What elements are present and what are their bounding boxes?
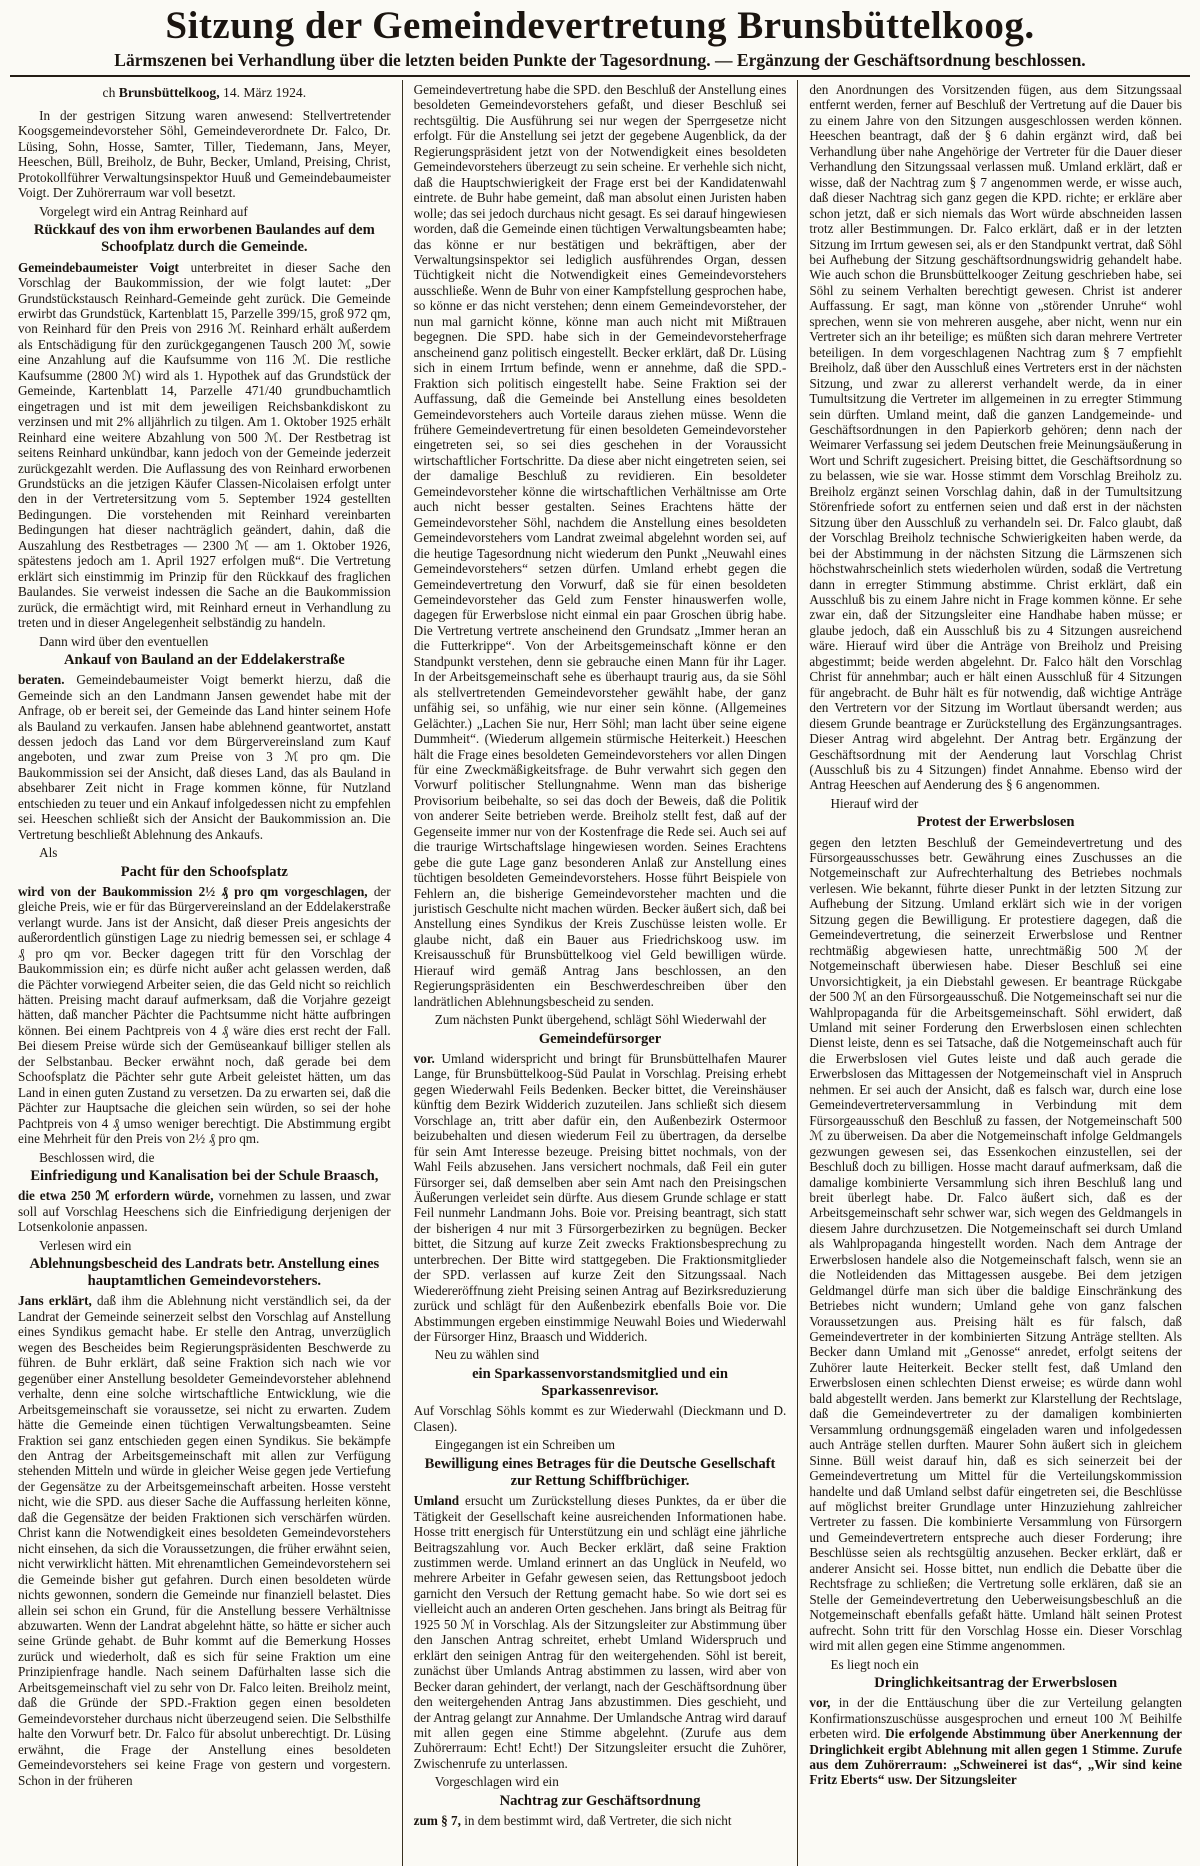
bold-text: Gemeindebaumeister Voigt xyxy=(18,259,179,275)
lead-in: Verlesen wird ein xyxy=(39,1237,132,1253)
text: in der die Enttäuschung über die zur Verteilung gelangten Konfirmationszuschüsse ausgesprochen und erneut 100 ℳ Beihilfe erbeten wird. xyxy=(809,1695,1183,1742)
bold-text: vor, xyxy=(809,1695,831,1711)
paragraph: Auf Vorschlag Söhls kommt es zur Wiederwahl (Dieckmann und D. Clasen). xyxy=(413,1403,787,1434)
bold-text: Jans erklärt, xyxy=(18,1293,92,1309)
lead-in: Zum nächsten Punkt übergehend, schlägt Söhl Wiederwahl der xyxy=(434,1012,767,1028)
lead-in: Hierauf wird der xyxy=(830,795,919,811)
section-heading: Ankauf von Bauland an der Eddelakerstraße xyxy=(63,651,345,668)
section-heading: Nachtrag zur Geschäftsordnung xyxy=(499,1792,701,1809)
subtitle: Lärmszenen bei Verhandlung über die letzten beiden Punkte der Tagesordnung. — Ergänzung der Geschäftsordnung beschlossen. xyxy=(114,49,1086,70)
paragraph xyxy=(18,884,391,1147)
paragraph: In der gestrigen Sitzung waren anwesend: Stellvertretender Koogsgemeindevorsteher Söhl, Gemeindeverordnete Dr. Falco, Dr. Lüsing, Sohn, Hosse, Samter, Tiller, Tiedemann, Jans, Meyer, Heeschen, Büll, Breiholz, de Buhr, Becker, Umland, Preising, Christ, Protokollführer Verwaltungsinspektor Huuß und Gemeindebaumeister Voigt. Der Zuhörerraum war voll besetzt. xyxy=(18,108,391,201)
section-heading: ein Sparkassenvorstandsmitglied und ein Sparkassenrevisor. xyxy=(472,1365,728,1400)
section-heading: Ablehnungsbescheid des Landrats betr. Anstellung eines hauptamtlichen Gemeindevorstehers. xyxy=(29,1256,380,1290)
page-title: Sitzung der Gemeindevertretung Brunsbüttelkoog. xyxy=(165,4,1035,47)
paragraph xyxy=(18,1293,391,1788)
bold-text: beraten. xyxy=(18,672,65,688)
header-rule xyxy=(10,75,1190,77)
column-3 xyxy=(797,80,1184,1866)
bold-text: vor. xyxy=(413,1050,435,1066)
bold-text: zum § 7, xyxy=(413,1813,461,1828)
lead-in: Beschlossen wird, die xyxy=(39,1149,155,1165)
lead-in: Neu zu wählen sind xyxy=(434,1347,540,1363)
lead-in: Es liegt noch ein xyxy=(830,1656,919,1672)
columns-container xyxy=(16,80,1184,1866)
section-heading: Rückkauf des von ihm erworbenen Baulandes auf dem Schoofplatz durch die Gemeinde. xyxy=(33,222,375,256)
text: ersucht um Zurückstellung dieses Punktes, da er über die Tätigkeit der Gesellschaft keine ausreichenden Informationen habe. Hosse tritt energisch für Unterstützung ein und schlägt eine jährliche Beitragszahlung vor. Auch Becker erklärt, daß seine Fraktion zustimmen werde. Umland erinnert an das Unglück in Neufeld, wo mehrere Arbeiter in Gefahr gewesen seien, das Rettungsboot jedoch garnicht den Versuch der Rettung gemacht habe. So wie dort sei es vielleicht auch an anderen Orten geschehen. Jans bringt als Beitrag für 1925 50 ℳ in Vorschlag. Als der Sitzungsleiter zur Abstimmung über den Janschen Antrag schreitet, erhebt Umland Widerspruch und erklärt den seinigen Antrag für den weitergehenden. Söhl ist bereit, zunächst über Umlands Antrag abstimmen zu lassen, wird aber von Becker daran gehindert, der verlangt, nach der Geschäftsordnung über den weitergehenden Antrag Jans abzustimmen. Dies geschieht, und der Antrag gelangt zur Annahme. Der Umlandsche Antrag wird darauf mit allen gegen eine Stimme abgelehnt. (Zurufe aus dem Zuhörerraum: Echt! Echt!) Der Sitzungsleiter ersucht die Zuhörer, Zwischenrufe zu unterlassen. xyxy=(413,1493,787,1771)
text: Umland widerspricht und bringt für Brunsbüttelhafen Maurer Lange, für Brunsbüttelkoog-Süd Paulat in Vorschlag. Preising erhebt gegen Wiederwahl Feils Bedenken. Becker bittet, die Vereinshäuser künftig dem Bezirk Widderich zuzuteilen. Jans schließt sich diesem Vorschlage an, tritt aber dafür ein, den Außenbezirk Ostermoor beizubehalten und diesen wiederum Feil zu übertragen, da derselbe für sein Amt Interesse bezeuge. Preising bittet nochmals, von der Wahl Feils abzusehen. Jans versichert nochmals, daß Feil ein guter Fürsorger sei, daß demselben aber sein Amt nach den Preisingschen Äußerungen verleidet sein dürfte. Aus diesem Grunde schlage er statt Feil nunmehr Landmann Johs. Boie vor. Preising beantragt, sich statt der bisherigen 4 nur mit 3 Fürsorgerbezirken zu begnügen. Becker bittet, die Sitzung auf kurze Zeit zwecks Fraktionsbesprechung zu unterbrechen. Der Bitte wird stattgegeben. Die Fraktionsmitglieder der SPD. verlassen auf kurze Zeit den Sitzungssaal. Nach Wiedereröffnung zieht Preising seinen Antrag auf Bezirksreduzierung zurück und schlägt für den Außenbezirk ebenfalls Boie vor. Die Abstimmungen ergeben einstimmige Neuwahl Boies und Wiederwahl der Fürsorger Hinz, Braasch und Widderich. xyxy=(413,1050,787,1345)
section-heading: Pacht für den Schoofsplatz xyxy=(120,863,288,880)
paragraph xyxy=(414,1051,787,1345)
text: unterbreitet in dieser Sache den Vorschlag der Baukommission, der wie folgt lautet: „Der Grundstückstausch Reinhard-Gemeinde geht zurück. Die Gemeinde erwirbt das Grundstück, Kartenblatt 15, Parzelle 399/15, groß 972 qm, von Reinhard für den Preis von 2916 ℳ. Reinhard erhält außerdem als Entschädigung für den zurückgegangenen Tausch 200 ℳ, sowie eine Anzahlung auf die Kaufsumme von 116 ℳ. Die restliche Kaufsumme (2800 ℳ) wird als 1. Hypothek auf das Grundstück der Gemeinde, Kartenblatt 14, Parzelle 471/40 grundbuchamtlich eingetragen und ist mit dem jeweiligen Reichsbankdiskont zu verzinsen und mit 2% alljährlich zu tilgen. Am 1. Oktober 1925 erhält Reinhard eine weitere Abzahlung von 500 ℳ. Der Restbetrag ist seitens Reinhard unkündbar, kann jedoch von der Gemeinde jederzeit zurückgezahlt werden. Die Auflassung des von Reinhard erworbenen Grundstücks an die jetzigen Käufer Classen-Nicolaisen erfolgt unter den in der Vertretersitzung vom 5. September 1924 gestellten Bedingungen. Die vorstehenden mit Reinhard vereinbarten Bedingungen hat dieser nachträglich geändert, dahin, daß die Auszahlung des Restbetrages — 2300 ℳ — am 1. Oktober 1926, spätestens jedoch am 1. April 1927 erfolgen muß“. Die Vertretung erklärt sich einstimmig im Prinzip für den Rückkauf des fraglichen Baulandes. Sie verweist indessen die Sache an die Baukommission zurück, die ermächtigt wird, mit Reinhard erneut in Verhandlung zu treten und in dieser Angelegenheit selbständig zu handeln. xyxy=(18,259,391,631)
text: 14. März 1924. xyxy=(219,85,307,101)
lead-in: Vorgelegt wird ein Antrag Reinhard auf xyxy=(39,203,248,219)
text: Gemeindebaumeister Voigt bemerkt hierzu, daß die Gemeinde sich an den Landmann Jansen gewendet habe mit der Anfrage, ob er bereit sei, der Gemeinde das Land hinter seinem Hofe als Bauland zu verkaufen. Jansen habe ablehnend geantwortet, anstatt dessen jedoch das Land vor dem Bürgervereinsland zum Kauf angeboten, und zwar zum Preise von 3 ℳ pro qm. Die Baukommission sei der Ansicht, daß dieses Land, das als Bauland in absehbarer Zeit nicht in Frage kommen könne, für Nutzland entschieden zu teuer und ein Ankauf infolgedessen nicht zu empfehlen sei. Heeschen schließt sich der Ansicht der Baukommission an. Die Vertretung beschließt Ablehnung des Ankaufs. xyxy=(18,672,391,842)
section-heading: Dringlichkeitsantrag der Erwerbslosen xyxy=(874,1675,1118,1691)
paragraph xyxy=(414,1813,787,1828)
paragraph xyxy=(414,1493,787,1771)
section-heading: Gemeindefürsorger xyxy=(538,1030,662,1047)
bold-text: Brunsbüttelkoog, xyxy=(118,85,220,101)
bold-text: Die erfolgende Abstimmung über Anerkennung der Dringlichkeit ergibt Ablehnung mit allen gegen 1 Stimme. Zurufe aus dem Zuhörerraum: „Schweinerei ist das“, „Wir sind keine Fritz Eberts“ usw. Der Sitzungsleiter xyxy=(809,1726,1183,1788)
bold-text: wird von der Baukommission 2½ ₰ pro qm vorgeschlagen, xyxy=(18,883,368,899)
dateline xyxy=(18,85,391,101)
paragraph xyxy=(809,1695,1182,1788)
lead-in: Eingegangen ist ein Schreiben um xyxy=(434,1437,615,1453)
text: vornehmen zu lassen, und zwar soll auf Vorschlag Heeschens sich die Einfriedigung derjenigen der Lotsenkolonie anpassen. xyxy=(18,1188,391,1235)
paragraph: Gemeindevertretung habe die SPD. den Beschluß der Anstellung eines besoldeten Gemeindevorstehers gefaßt, und dieser Beschluß sei rechtsgültig. Die Ausführung sei nur wegen der Sperrgesetze nicht erfolgt. Für die Anstellung sei jetzt der gegebene Augenblick, da der Regierungspräsident jetzt von der Notwendigkeit eines besoldeten Gemeindevorstehers überzeugt zu sein scheine. Er verhehle sich nicht, daß die Hauptschwierigkeit der Frage erst bei der Kandidatenwahl eintrete. de Buhr habe gemeint, daß man absolut einen Juristen haben wolle; das sei jedoch durchaus nicht gesagt. Es sei darauf hingewiesen worden, daß die Gemeinde einen tüchtigen Verwaltungsbeamten habe; das könne er nur bestätigen und bekräftigen, aber der Verwaltungsinspektor sei lediglich ausführendes Organ, dessen Tüchtigkeit nicht die Notwendigkeit eines Gemeindevorstehers ausschließe. Wenn de Buhr von einer Kampfstellung gesprochen habe, so könne er das nicht verstehen; denn einem Gemeindevorsteher, der nun mal garnicht könne, könne man auch nicht mit Mißtrauen begegnen. Die SPD. habe sich in der Gemeindevorsteherfrage anscheinend ganz politisch eingestellt. Becker erklärt, daß Dr. Lüsing sich in einem Irrtum befinde, wenn er annehme, daß die SPD.-Fraktion sich politisch eingestellt habe. Seine Fraktion sei der Auffassung, daß die Gemeinde bei Anstellung eines besoldeten Gemeindevorstehers auch Vorteile daraus ziehen müsse. Wenn die frühere Gemeindevertretung für einen besoldeten Gemeindevorsteher eingetreten sei, so sei dies geschehen in der Voraussicht wirtschaftlicher Fortschritte. Da diese aber nicht eingetreten seien, sei der damalige Beschluß zu revidieren. Ein besoldeter Gemeindevorsteher könne die wirtschaftlichen Verhältnisse am Orte auch nicht besser gestalten. Seines Erachtens hätte der Gemeindevorsteher Söhl, nachdem die Anstellung eines besoldeten Gemeindevorstehers vom Landrat zweimal abgelehnt worden sei, auf die heutige Tagesordnung nicht wiederum den Punkt „Neuwahl eines Gemeindevorstehers“ setzen dürfen. Umland erhebt gegen die Gemeindevertretung den Vorwurf, daß sie für einen besoldeten Gemeindevorsteher das Geld zum Fenster hinauswerfen wolle, dagegen für Erwerbslose nicht einmal ein paar Groschen übrig habe. Die Vertretung vertrete anscheinend den Grundsatz „Immer heran an die Futterkrippe“. Von der Arbeitsgemeinschaft könne er den Standpunkt verstehen, denn sie gebrauche einen Mann für ihr Lager. In der Arbeitsgemeinschaft sehe es überhaupt traurig aus, da sie Söhl als stellvertretenden Gemeindevorsteher gewählt habe, der ganz unfähig sei, so unfähig, wie nur einer sein könne. (Allgemeines Gelächter.) „Lachen Sie nur, Herr Söhl; man lacht über seine eigene Dummheit“. (Wiederum allgemein stürmische Heiterkeit.) Heeschen hält die Frage eines besoldeten Gemeindevorstehers vor allen Dingen für eine Zweckmäßigkeitsfrage. de Buhr verwahrt sich gegen den Vorwurf politischer Stellungnahme. Wenn man das bisherige Provisorium beibehalte, so sei das doch der Beweis, daß die Politik von anderer Seite betrieben werde. Breiholz stellt fest, daß auf der Gegenseite immer nur von der Kostenfrage die Rede sei. Auch sei auf die traurige Wirtschaftslage hingewiesen worden. Seines Erachtens gebe die gute Lage ganz besonderen Anlaß zur Anstellung eines tüchtigen besoldeten Gemeindevorstehers. Hosse führt Beispiele von Fehlern an, die bisherige Gemeindevorsteher machten und die juristisch Geschulte nicht machen würden. Becker äußert sich, daß bei Anstellung eines Syndikus der Kreis Zuschüsse leisten wolle. Er glaube nicht, daß ein Bauer aus Friedrichskoog usw. im Kreisausschuß für Brunsbüttelkoog viel Geld bewilligen würde. Hierauf wird gemäß Antrag Jans beschlossen, an den Regierungspräsidenten ein Beschwerdeschreiben über den landrätlichen Ablehnungsbescheid zu senden. xyxy=(413,82,787,1009)
paragraph: gegen den letzten Beschluß der Gemeindevertretung und des Fürsorgeausschusses betr. Gewährung eines Zuschusses an die Notgemeinschaft zur Aufrechterhaltung des Betriebes nochmals verlesen. Wie bekannt, führte dieser Punkt in der letzten Sitzung zur Aufhebung der Sitzung. Umland erklärt sich wie in der vorigen Sitzung gegen die Bewilligung. Er protestiere dagegen, daß die Gemeindevertretung, die seinerzeit Erwerbslose und Rentner rechtmäßig abgewiesen hatte, unrechtmäßig 500 ℳ der Notgemeinschaft überwiesen habe. Dieser Beschluß sei eine Unvorsichtigkeit, ja ein Diebstahl gewesen. Er beantrage Rückgabe der 500 ℳ an den Fürsorgeausschuß. Die Notgemeinschaft sei nur die Wahlpropaganda für die Arbeitsgemeinschaft. Söhl erwidert, daß Umland mit seiner Forderung den Erwerbslosen einen schlechten Dienst leiste, denn es sei Tatsache, daß die Notgemeinschaft auch für die Erwerbslosen viel Gutes leiste und daß auch gerade die Erwerbslosen das Mittagessen der Notgemeinschaft viel in Anspruch nehmen. Er sei auch der Ansicht, daß es falsch war, durch eine lose Gemeindevertreterversammlung in Verbindung mit dem Fürsorgeausschuß den Beschluß zu fassen, der Notgemeinschaft 500 ℳ zu überweisen. Da aber die Notgemeinschaft infolge Geldmangels gezwungen gewesen sei, das Essenkochen einzustellen, sei der Beschluß doch zu billigen. Hosse macht darauf aufmerksam, daß die damalige kombinierte Versammlung sich ihren Beschluß lang und breit überlegt habe. Dr. Falco äußert sich, daß es der Arbeitsgemeinschaft sehr schwer war, sich wegen des Geldmangels in diesem Jahre durchzusetzen. Die Notgemeinschaft sei durch Umland als Wahlpropaganda hingestellt worden. Nach dem Antrage der Erwerbslosen handele also die Notgemeinschaft falsch, wenn sie an die Notleidenden das Mittagessen ausgebe. Bei dem jetzigen Geldmangel dürfe man sich über die baldige Einschränkung des Betriebes nicht wundern; Umland gehe von ganz falschen Voraussetzungen aus. Preising hält es für falsch, daß Gemeindevertreter in der kombinierten Sitzung Anträge stellten. Als Becker dann Umland mit „Genosse“ anredet, erfolgt seitens der Zuhörer laute Heiterkeit. Becker stellt fest, daß Umland den Erwerbslosen einen schlechten Dienst erweise; es würde dann wohl bald abgestellt werden. Jans bemerkt zur Klarstellung der Rechtslage, daß die Gemeindevertreter zu der damaligen kombinierten Versammlung ordnungsgemäß eingeladen waren und infolgedessen auch Anträge stellen durften. Maurer Sohn äußert sich in gleichem Sinne. Büll weist darauf hin, daß es sich seinerzeit bei der Gemeindevertretung um Mittel für die Verteilungskommission handelte und daß Umland selbst dafür eingetreten sei, die Beschlüsse auf möglichst breiter Grundlage unter Hinzuziehung zahlreicher Vertreter zu fassen. Die kombinierte Versammlung von Fürsorgern und Gemeindevertretern entspreche auch dieser Forderung; ihre Beschlüsse seien als rechtsgültig anzusehen. Becker erklärt, daß er anderer Ansicht sei. Hosse bittet, nun endlich die Debatte über die Rechtsfrage zu schließen; die Vertretung solle erklären, daß sie an Stelle der Gemeindevertretung den Ueberweisungsbeschluß an die Notgemeinschaft ebenfalls gefaßt hätte. Umland hält seinen Protest aufrecht. Sohn tritt für den Vorschlag Hosse ein. Dieser Vorschlag wird mit allen gegen eine Stimme angenommen. xyxy=(809,834,1183,1654)
text: der gleiche Preis, wie er für das Bürgervereinsland an der Eddelakerstraße verlangt wurde. Jans ist der Ansicht, daß dieser Preis angesichts der außerordentlich günstigen Lage zu niedrig bemessen sei, er schlage 4 ₰ pro qm vor. Becker dagegen tritt für den Vorschlag der Baukommission ein; es dürfe nicht außer acht gelassen werden, daß die Pächter vorwiegend Arbeiter seien, die das Geld nicht so reichlich hätten. Preising macht darauf aufmerksam, daß die Vorjahre gezeigt hätten, daß mancher Pächter die Pachtsumme nicht hätte aufbringen können. Bei einem Pachtpreis von 4 ₰ wäre dies erst recht der Fall. Bei diesem Preise würde sich der Gemüseankauf billiger stellen als der Selbstanbau. Becker erwähnt noch, daß gerade bei dem Schoofsplatz die Pächter sehr gute Arbeit geleistet hätten, um das Land in einen guten Zustand zu versetzen. Da zu erwarten sei, daß die Pächter zur Hauptsache die gleichen sein würden, so sei der hohe Pachtpreis von 4 ₰ umso weniger berechtigt. Die Abstimmung ergibt eine Mehrheit für den Preis von 2½ ₰ pro qm. xyxy=(18,883,391,1147)
bold-text: die etwa 250 ℳ erfordern würde, xyxy=(18,1188,214,1204)
lead-in: Dann wird über den eventuellen xyxy=(39,633,209,649)
paragraph xyxy=(18,1188,391,1234)
paragraph xyxy=(18,260,391,631)
column-1 xyxy=(16,80,402,1866)
bold-text: Umland xyxy=(413,1493,460,1509)
section-heading: Protest der Erwerbslosen xyxy=(916,814,1075,831)
text: in dem bestimmt wird, daß Vertreter, die sich nicht xyxy=(460,1813,732,1828)
section-heading: Bewilligung eines Betrages für die Deutsche Gesellschaft zur Rettung Schiffbrüchiger. xyxy=(424,1455,776,1489)
column-2 xyxy=(402,80,798,1866)
lead-in: Vorgeschlagen wird ein xyxy=(434,1774,559,1790)
paragraph: den Anordnungen des Vorsitzenden fügen, aus dem Sitzungssaal entfernt werden, ferner auf Beschluß der Vertretung auf die Dauer bis zu einem Jahre von den Sitzungen ausgeschlossen werden können. Heeschen beantragt, daß der § 6 dahin ergänzt wird, daß bei Verhandlung über nahe Angehörige der Vertreter für die Dauer dieser Verhandlung den Sitzungssaal verlassen muß. Umland erklärt, daß er wisse, daß der Nachtrag zum § 7 angenommen werde, er wisse auch, daß dieser Nachtrag sich ganz gegen die KPD. richte; er erkläre aber schon jetzt, daß er sich niemals das Wort würde abschneiden lassen trotz aller Bestimmungen. Dr. Falco erklärt, daß er in der letzten Sitzung im Irrtum gewesen sei, als er den Standpunkt vertrat, daß Söhl bei Aufhebung der Sitzung geschäftsordnungswidrig gehandelt habe. Wie auch schon die Brunsbüttelkooger Zeitung geschrieben habe, sei Söhl zu seinem Verhalten berechtigt gewesen. Christ ist anderer Auffassung. Er sagt, man könne von „störender Unruhe“ wohl sprechen, wenn sie von mehreren ausgehe, aber nicht, wenn nur ein Vertreter sich an ihr beteilige; es müßten sich daran mehrere Vertreter beteiligen. In dem vorgeschlagenen Nachtrag zum § 7 empfiehlt Breiholz, daß über den Ausschluß eines Vertreters erst in der nächsten Sitzung, und zwar zu allererst verhandelt werde, da in einer Tumultsitzung die Vertreter im allgemeinen in zu erregter Stimmung sein dürften. Umland meint, daß die ganzen Landgemeinde- und Geschäftsordnungen in den Papierkorb gehören; denn nach der Weimarer Verfassung sei jedem Deutschen freie Meinungsäußerung in Wort und Schrift zugesichert. Preising bittet, die Geschäftsordnung so zu belassen, wie sie war. Hosse stimmt dem Vorschlag Breiholz zu. Breiholz ergänzt seinen Vorschlag dahin, daß in der Tumultsitzung Störenfriede sofort zu entfernen seien und daß erst in der nächsten Sitzung über den Ausschluß zu verhandeln sei. Dr. Falco glaubt, daß der Vorschlag Breiholz technische Schwierigkeiten haben werde, da bei der Abstimmung in der nächsten Sitzung die Lärmszenen sich höchstwahrscheinlich stets wiederholen würden, sodaß die Vertretung dann in erregter Stimmung abstimme. Christ erklärt, daß ein Ausschluß bis zu einem Jahre nicht in Frage kommen könne. Er sehe zwar ein, daß der Sitzungsleiter eine Handhabe haben müsse; er glaube jedoch, daß ein Ausschluß bis zu 4 Sitzungen ausreichend wäre. Hierauf wird über die Anträge von Breiholz und Preising abgestimmt; beide werden abgelehnt. Dr. Falco hält den Vorschlag Christ für annehmbar; auch er hält einen Ausschluß für 4 Sitzungen für angebracht. de Buhr hält es für notwendig, daß wichtige Anträge den Vertretern vor der Sitzung im Wortlaut übersandt werden; aus diesem Grunde beantrage er Zurückstellung des Ergänzungsantrages. Dieser Antrag wird abgelehnt. Der Antrag betr. Ergänzung der Geschäftsordnung mit der Aenderung laut Vorschlag Christ (Ausschluß bis zu 4 Sitzungen) findet Annahme. Ebenso wird der Antrag Heeschen auf Aenderung des § 6 angenommen. xyxy=(809,82,1183,793)
text: ch xyxy=(102,85,119,101)
paragraph xyxy=(18,672,391,842)
section-heading: Einfriedigung und Kanalisation bei der Schule Braasch, xyxy=(30,1167,379,1184)
text: daß ihm die Ablehnung nicht verständlich sei, da der Landrat der Gemeinde seinerzeit selbst den Vorschlag auf Anstellung eines Syndikus gemacht habe. Er stelle den Antrag, unverzüglich wegen des Bescheides beim Regierungspräsidenten Beschwerde zu führen. de Buhr erklärt, daß seine Fraktion sich nach wie vor gegenüber einer Anstellung besoldeter Gemeindevorsteher ablehnend verhalte, denn eine solche wirtschaftliche Entwicklung, wie die Arbeitsgemeinschaft sie voraussetze, sei nicht zu erwarten. Zudem hätte die Gemeinde einen tüchtigen Verwaltungsbeamten. Seine Fraktion sei ganz entschieden gegen einen Syndikus. Sie bekämpfe den Antrag der Arbeitsgemeinschaft mit allen zur Verfügung stehenden Mitteln und würde in gleicher Weise gegen jede Vertiefung der Gegensätze zu der Arbeitsgemeinschaft arbeiten. Hosse versteht nicht, wie die SPD. aus dieser Sache die Auffassung herleiten könne, daß die Gegensätze der beiden Fraktionen sich verschärfen würden. Christ kann die Notwendigkeit eines besoldeten Gemeindevorstehers nicht einsehen, da sich die Voraussetzungen, die früher erwähnt seien, nicht verwirklicht hätten. Mit ehrenamtlichen Gemeindevorstehern sei die Gemeinde bisher gut gefahren. Durch einen besoldeten würde nichts gewonnen, sondern die Gemeinde nur finanziell belastet. Dies allein sei schon ein Grund, für die Anstellung bessere Verhältnisse abzuwarten. Wenn der Landrat abgelehnt hätte, so hätte er sicher auch seine Gründe gehabt. de Buhr kommt auf die Bemerkung Hosses zurück und wiederholt, daß es sich für seine Fraktion um eine Prinzipienfrage handle. Nach seinem Dafürhalten lasse sich die Arbeitsgemeinschaft viel zu sehr von Dr. Falco leiten. Breiholz meint, daß die Gründe der SPD.-Fraktion gegen einen besoldeten Gemeindevorsteher durchaus nicht überzeugend seien. Die Selbsthilfe halte den Vorwurf betr. Dr. Falco für absolut unberechtigt. Dr. Lüsing erwähnt, die Frage der Anstellung eines besoldeten Gemeindevorstehers sei keine Frage von gestern und vorgestern. Schon in der früheren xyxy=(18,1293,391,1788)
lead-in: Als xyxy=(39,845,58,861)
